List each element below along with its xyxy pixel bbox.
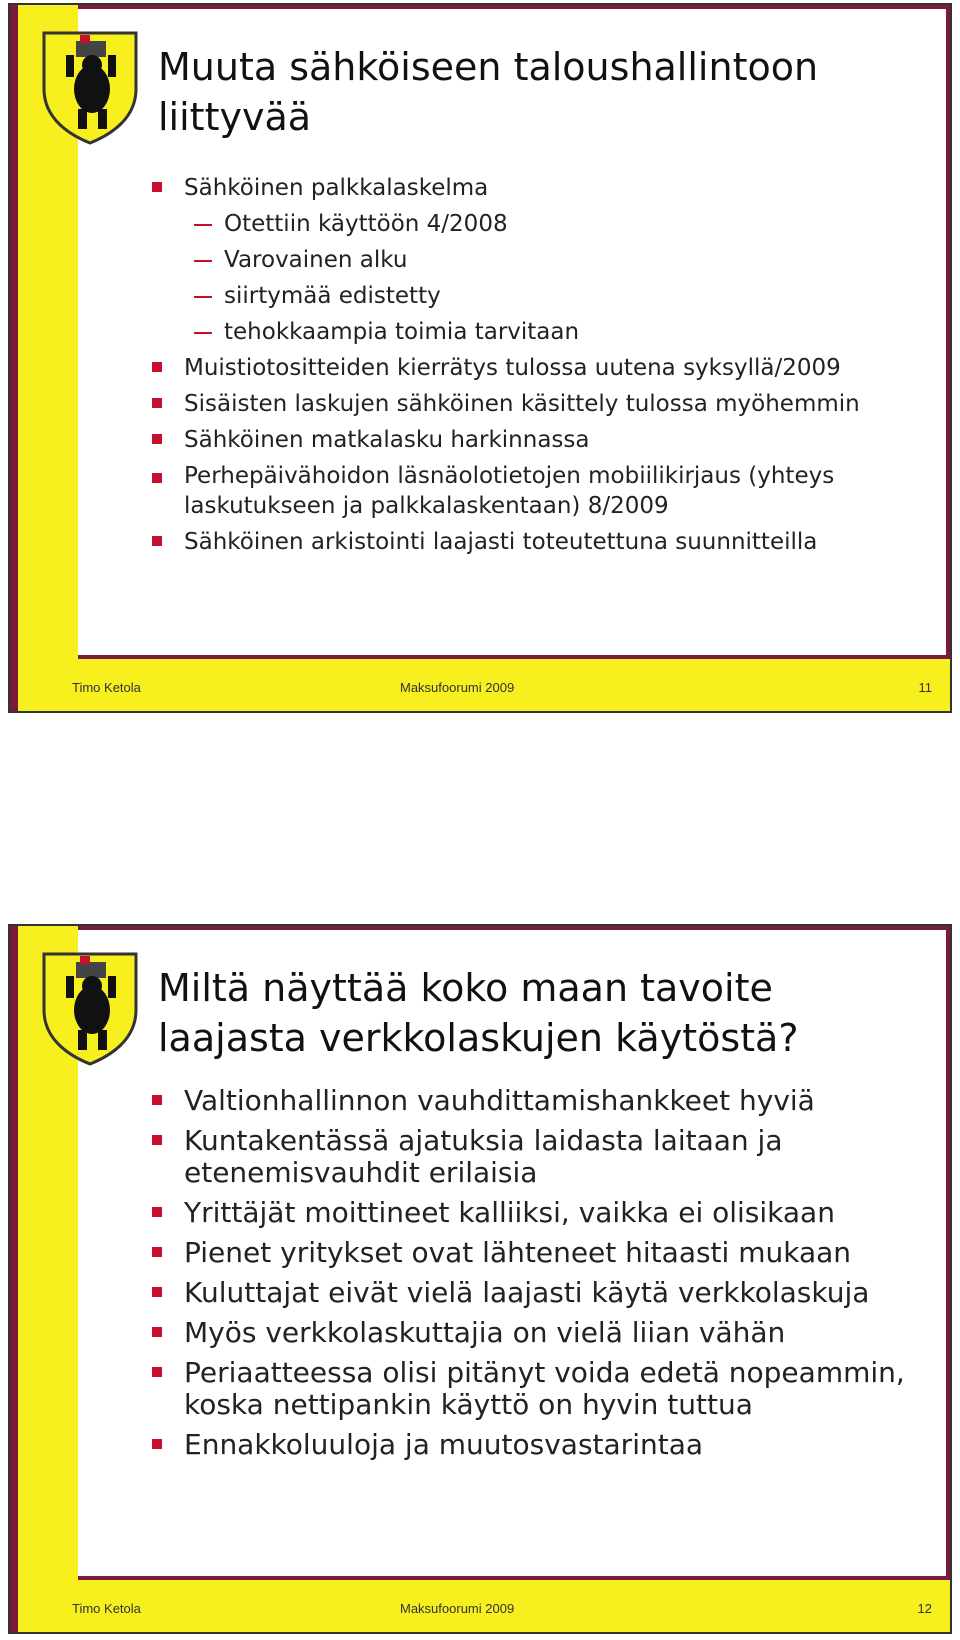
footer-author: Timo Ketola xyxy=(72,1601,141,1616)
bullet-item: Perhepäivähoidon läsnäolotietojen mobiilikirjaus (yhteys laskutukseen ja palkkalaskentaan) 8/2009 xyxy=(150,461,910,521)
slide-title: Muuta sähköiseen taloushallintoon liittyvää xyxy=(158,45,819,139)
slide-12-bullets xyxy=(150,1085,910,1469)
sub-bullet-item: tehokkaampia toimia tarvitaan xyxy=(150,314,910,350)
footer-author: Timo Ketola xyxy=(72,680,141,695)
bullet-item: Yrittäjät moittineet kalliiksi, vaikka ei olisikaan xyxy=(150,1197,910,1229)
coat-of-arms-bear-icon xyxy=(40,27,140,145)
bullet-item: Sisäisten laskujen sähköinen käsittely tulossa myöhemmin xyxy=(150,386,910,422)
sub-bullet-item: Otettiin käyttöön 4/2008 xyxy=(150,206,910,242)
footer-page-number: 11 xyxy=(918,680,932,695)
bullet-item: Kuluttajat eivät vielä laajasti käytä verkkolaskuja xyxy=(150,1277,910,1309)
footer-event: Maksufoorumi 2009 xyxy=(400,680,515,695)
bullet-item: Ennakkoluuloja ja muutosvastarintaa xyxy=(150,1429,910,1461)
bullet-item: Sähköinen arkistointi laajasti toteutettuna suunnitteilla xyxy=(150,524,910,560)
coat-of-arms-bear-icon xyxy=(40,948,140,1066)
slide-11-bullets xyxy=(150,170,910,560)
bullet-item: Sähköinen matkalasku harkinnassa xyxy=(150,422,910,458)
bullet-item: Kuntakentässä ajatuksia laidasta laitaan ja etenemisvauhdit erilaisia xyxy=(150,1125,910,1189)
bullet-item: Sähköinen palkkalaskelma xyxy=(150,170,910,206)
slide-title: Miltä näyttää koko maan tavoite laajasta verkkolaskujen käytöstä? xyxy=(158,966,799,1060)
bullet-item: Valtionhallinnon vauhdittamishankkeet hyviä xyxy=(150,1085,910,1117)
sub-bullet-item: siirtymää edistetty xyxy=(150,278,910,314)
bullet-item: Myös verkkolaskuttajia on vielä liian vähän xyxy=(150,1317,910,1349)
footer-event: Maksufoorumi 2009 xyxy=(400,1601,515,1616)
footer-page-number: 12 xyxy=(917,1601,932,1616)
sub-bullet-item: Varovainen alku xyxy=(150,242,910,278)
bullet-item: Muistiotositteiden kierrätys tulossa uutena syksyllä/2009 xyxy=(150,350,910,386)
bullet-item: Periaatteessa olisi pitänyt voida edetä nopeammin, koska nettipankin käyttö on hyvin tuttua xyxy=(150,1357,910,1421)
bullet-item: Pienet yritykset ovat lähteneet hitaasti mukaan xyxy=(150,1237,910,1269)
